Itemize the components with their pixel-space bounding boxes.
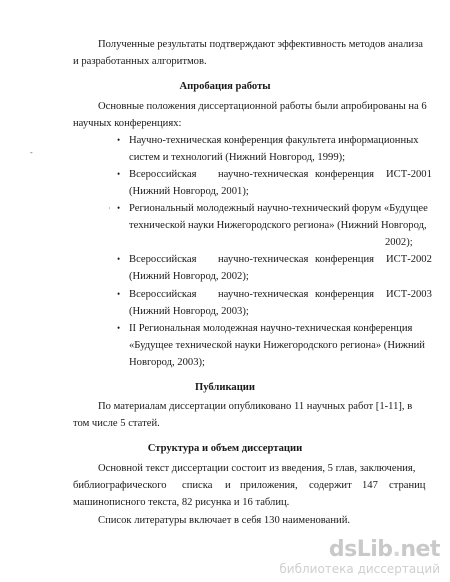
- approbation-lead-2: научных конференциях:: [73, 118, 182, 129]
- bullet-icon: •: [117, 289, 121, 299]
- list-item-2-word-3: конференция: [315, 169, 375, 180]
- margin-mark: ·: [108, 204, 111, 213]
- list-item-3-line-3: 2002);: [385, 237, 413, 248]
- list-item-2-word-2: научно-техническая: [218, 169, 309, 180]
- list-item-6-line-1: II Региональная молодежная научно-техническая конференция: [129, 323, 413, 334]
- structure-line-2-word-5: содержит: [309, 480, 352, 491]
- intro-line-1: Полученные результаты подтверждают эффективность методов анализа: [98, 39, 423, 50]
- bullet-icon: •: [117, 169, 121, 179]
- list-item-1-line-1: Научно-техническая конференция факультета информационных: [129, 135, 419, 146]
- structure-line-4: Список литературы включает в себя 130 наименований.: [98, 515, 351, 526]
- bullet-icon: •: [117, 254, 121, 264]
- list-item-5-line-2: (Нижний Новгород, 2003);: [129, 306, 249, 317]
- structure-line-2-word-4: приложения,: [240, 480, 298, 491]
- watermark-subtitle: библиотека диссертаций: [279, 562, 440, 576]
- structure-heading: Структура и объем диссертации: [147, 443, 303, 454]
- list-item-3-line-2: технической науки Нижегородского региона» (Нижний Новгород,: [129, 220, 427, 231]
- list-item-4-line-2: (Нижний Новгород, 2002);: [129, 271, 249, 282]
- list-item-5-word-1: Всероссийская: [129, 289, 197, 300]
- list-item-5-word-3: конференция: [315, 289, 375, 300]
- list-item-4-word-3: конференция: [315, 254, 375, 265]
- list-item-2-word-4: ИСТ-2001: [386, 169, 432, 180]
- bullet-icon: •: [117, 135, 121, 145]
- structure-line-2-word-3: и: [225, 480, 231, 491]
- list-item-6-line-2: «Будущее технической науки Нижегородского региона» (Нижний: [129, 340, 425, 351]
- structure-line-2-word-7: страниц: [389, 480, 426, 491]
- list-item-5-word-2: научно-техническая: [218, 289, 309, 300]
- approbation-lead-1: Основные положения диссертационной работы были апробированы на 6: [98, 101, 427, 112]
- list-item-1-line-2: систем и технологий (Нижний Новгород, 1999);: [129, 152, 346, 163]
- bullet-icon: •: [117, 203, 121, 213]
- structure-line-1: Основной текст диссертации состоит из введения, 5 глав, заключения,: [98, 463, 416, 474]
- watermark: [279, 538, 440, 576]
- structure-line-2-word-1: библиографического: [73, 480, 167, 491]
- structure-line-2-word-2: списка: [182, 480, 213, 491]
- publications-heading: Публикации: [194, 382, 256, 393]
- list-item-3-line-1: Региональный молодежный научно-технический форум «Будущее: [129, 203, 428, 214]
- list-item-2-line-2: (Нижний Новгород, 2001);: [129, 186, 249, 197]
- list-item-4-word-1: Всероссийская: [129, 254, 197, 265]
- list-item-2-word-1: Всероссийская: [129, 169, 197, 180]
- margin-mark: -: [30, 148, 33, 157]
- intro-line-2: и разработанных алгоритмов.: [73, 56, 207, 67]
- structure-line-2-word-6: 147: [362, 480, 378, 491]
- structure-line-3: машинописного текста, 82 рисунка и 16 таблиц.: [73, 497, 290, 508]
- list-item-4-word-2: научно-техническая: [218, 254, 309, 265]
- publications-line-2: том числе 5 статей.: [73, 418, 160, 429]
- publications-line-1: По материалам диссертации опубликовано 11 научных работ [1-11], в: [98, 401, 413, 412]
- list-item-5-word-4: ИСТ-2003: [386, 289, 432, 300]
- approbation-heading: Апробация работы: [179, 81, 271, 92]
- watermark-logo: dsLib.net: [328, 537, 440, 562]
- list-item-6-line-3: Новгород, 2003);: [129, 357, 205, 368]
- bullet-icon: •: [117, 323, 121, 333]
- list-item-4-word-4: ИСТ-2002: [386, 254, 432, 265]
